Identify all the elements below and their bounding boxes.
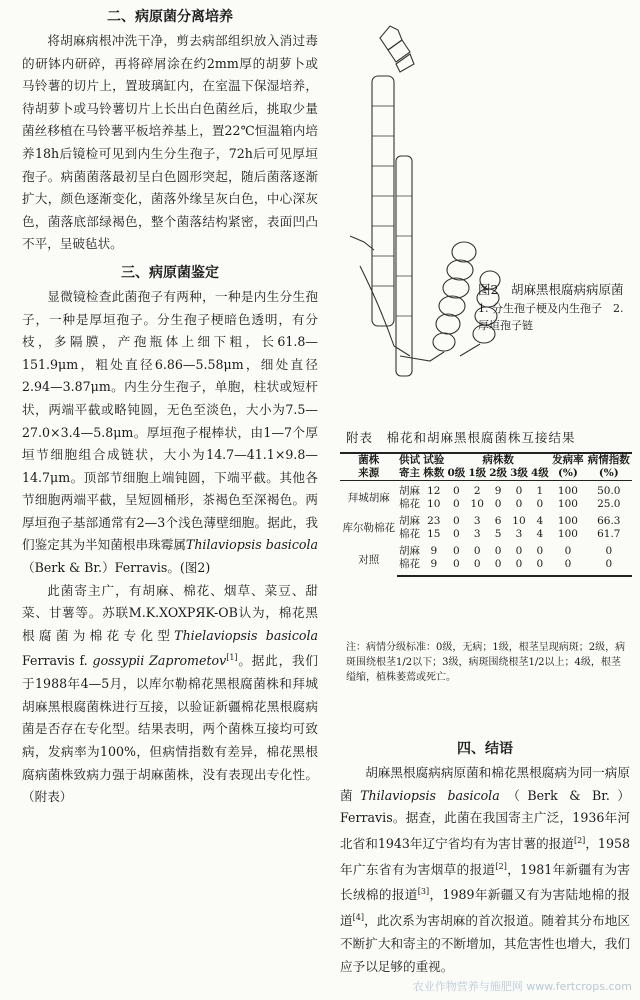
cell: 4 (536, 515, 544, 527)
cell: 0 (605, 545, 613, 557)
cell: 0 (536, 498, 544, 510)
chlamydospore-cell (433, 333, 455, 351)
col-test: 试验 (423, 454, 445, 466)
conidiophore (372, 76, 394, 326)
cell: 10 (470, 498, 484, 510)
paragraph-host-range (22, 580, 318, 809)
cell: 100 (557, 498, 578, 510)
text: 显微镜检查此菌孢子有两种，一种是内生分生孢子，一种是厚垣孢子。分生孢子梗暗色透明，有分枝，多隔膜，产孢瓶体上细下粗，长61.8—151.9μm，粗处直径6.86—5.58μm，细处直径2.94—3.87μm。内生分生孢子，单胞，柱状或短杆状，两端平截或略钝圆，无色至淡色，大小为7.5—27.0×3.4—5.8μm。厚垣孢子棍棒状，由1—7个厚垣节细胞组合成链状，大小为14.7—41.1×9.8—14.7μm。顶部节细胞上端钝圆，下端平截。其他各节细胞两端平截，呈短圆桶形，茶褐色至深褐色。两厚垣孢子基部通常有2—3个浅色薄壁细胞。据此，我们鉴定其为半知菌根串珠霉属 (22, 288, 318, 553)
col-rate-unit: (%) (550, 467, 585, 481)
cell: 15 (427, 528, 441, 540)
cross-inoculation-table (340, 452, 632, 577)
cell: 100 (557, 528, 578, 540)
col-diseased: 病株数 (446, 453, 550, 467)
chlamydospore-cell (436, 314, 460, 334)
cell: 棉花 (399, 498, 421, 510)
col-index: 病情指数 (586, 453, 632, 467)
cell: 1 (536, 485, 544, 497)
cell: 5 (494, 528, 502, 540)
cell: 0 (453, 528, 460, 540)
cell: 9 (494, 485, 502, 497)
cell: 0 (564, 545, 572, 557)
text: ，1981年新疆有为害长绒棉的报道 (340, 861, 630, 903)
section-heading-isolation: 二、病原菌分离培养 (107, 9, 233, 25)
chlamydospore-cell (439, 296, 465, 316)
species-name: Thielaviopsis basicola (174, 627, 318, 643)
cell: 3 (473, 528, 481, 540)
cell-strain: 库尔勒棉花 (342, 521, 395, 534)
text: 。据此，我们于1988年4—5月，以库尔勒棉花黑根腐菌株和拜城胡麻黑根腐菌株进行互接，以验证新疆棉花黑根腐病菌是否存在专化型。结果表明，两个菌株互接均可致病，发病率为100%，但病情指数有差异，棉花黑根腐病菌株致病力强于胡麻菌株，没有表现出专化性。（附表） (22, 653, 318, 805)
text: 胡麻黑根腐病病原菌和棉花黑根腐病为同一病原菌 (340, 765, 630, 803)
cell: 50.0 (597, 485, 621, 497)
watermark: 农业作物营养与施肥网 www.fertcrops.com (412, 980, 632, 993)
col-host: 供试 (399, 454, 421, 466)
conidium-fragment (388, 40, 410, 62)
cell-strain: 拜城胡麻 (347, 491, 390, 504)
cell: 4 (536, 528, 544, 540)
col-g4: 4级 (530, 467, 549, 479)
col-g2: 2级 (489, 467, 507, 479)
cell: 0 (494, 498, 502, 510)
col-hostname: 寄主 (399, 467, 421, 479)
chlamydospore-cell (447, 260, 473, 280)
cell: 0 (515, 485, 523, 497)
table-title: 附表 棉花和胡麻黑根腐菌株互接结果 (346, 430, 576, 445)
reference-marker: [3] (417, 887, 430, 897)
text: Ferravis f. (22, 653, 93, 669)
cell: 0 (509, 558, 530, 576)
reference-marker: [1] (226, 653, 238, 663)
cell: 0 (488, 558, 509, 576)
reference-marker: [4] (352, 913, 365, 923)
col-strain: 菌株 (340, 453, 397, 467)
cell: 23 (427, 515, 441, 527)
text: ，1958年广东省有为害烟草的报道 (340, 835, 630, 877)
left-column (22, 0, 318, 809)
cell: 0 (515, 545, 523, 557)
reference-marker: [2] (495, 861, 507, 871)
cell: 棉花 (397, 558, 421, 576)
cell: 0 (453, 498, 460, 510)
hypha (360, 266, 410, 356)
chlamydospore-cell (443, 278, 469, 298)
cell: 棉花 (399, 528, 421, 540)
section-heading-identification: 三、病原菌鉴定 (121, 264, 219, 281)
table-row (340, 511, 632, 528)
species-name: Thilaviopsis basicola (360, 787, 500, 803)
col-rate: 发病率 (552, 454, 584, 466)
cell: 胡麻 (399, 515, 421, 527)
conclusion-section (340, 732, 630, 978)
species-name: Thilaviopsis basicola (185, 537, 318, 553)
text: （Berk & Br.）Ferravis。据查，此菌在我国寄主广泛，1936年河北省和1943年辽宁省均有为害甘薯的报道 (340, 787, 630, 851)
figure-caption (478, 280, 628, 334)
cell: 61.7 (597, 528, 621, 540)
cell: 0 (446, 558, 467, 576)
conidium-fragment (380, 26, 402, 50)
cell: 0 (586, 558, 632, 576)
table-row (340, 541, 632, 558)
figure-legend: 1. 分生孢子梗及内生孢子 2. 厚垣孢子链 (478, 302, 624, 332)
cell: 100 (557, 515, 578, 527)
cell: 10 (512, 515, 526, 527)
col-index-unit: (%) (586, 467, 632, 481)
paragraph-conclusion (340, 762, 630, 978)
cell: 0 (494, 545, 502, 557)
reference-marker: [2] (573, 835, 586, 845)
figure-title: 图2 胡麻黑根腐病病原菌 (478, 282, 624, 297)
cell-strain: 对照 (358, 554, 380, 566)
section-heading-conclusion: 四、结语 (457, 741, 513, 757)
table-row (340, 481, 632, 499)
col-count: 株数 (423, 467, 445, 479)
conidium-fragment (396, 54, 414, 72)
cell: 6 (494, 515, 502, 527)
cell: 9 (430, 545, 438, 557)
cell: 0 (453, 485, 460, 497)
cell: 0 (529, 558, 550, 576)
cell: 10 (427, 498, 441, 510)
paragraph-identification (22, 286, 318, 580)
cell: 12 (427, 485, 441, 497)
forma-name: gossypii Zaprometov (92, 653, 227, 669)
cell: 0 (550, 558, 585, 576)
text: ，1989年新疆又有为害陆地棉的报道 (340, 887, 630, 929)
col-g1: 1级 (468, 467, 487, 479)
hypha (460, 344, 480, 356)
cell: 胡麻 (399, 545, 421, 557)
col-g0: 0级 (447, 467, 466, 479)
text: 此菌寄主广，有胡麻、棉花、烟草、菜豆、甜菜、甘薯等。苏联M.K.XOXPЯK-OB认为，棉花黑根腐菌为棉花专化型 (22, 582, 318, 643)
cell: 0 (467, 558, 488, 576)
cell: 3 (473, 515, 481, 527)
chlamydospore-cell (452, 242, 476, 262)
col-source: 来源 (340, 467, 397, 481)
cell: 胡麻 (399, 485, 421, 497)
cell: 0 (453, 545, 460, 557)
text: （Berk & Br.）Ferravis。(图2) (22, 560, 211, 576)
cell: 0 (473, 545, 481, 557)
table-note: 注：病情分级标准：0级，无病；1级，根茎呈现病斑；2级，病斑围绕根茎1/2以下；3级，病斑围绕根茎1/2以上；4级，根茎缢缩，植株萎蔫或死亡。 (346, 642, 626, 683)
cell: 0 (453, 515, 460, 527)
cell: 0 (515, 498, 523, 510)
conidiophore (396, 156, 412, 376)
paragraph-isolation: 将胡麻病根冲洗干净，剪去病部组织放入消过毒的研钵内研碎，再将碎屑涂在约2mm厚的胡萝卜或马铃薯的切片上，置玻璃缸内，在室温下保湿培养，待胡萝卜或马铃薯切片上长出白色菌丝后，挑取少量菌丝移植在马铃薯平板培养基上，置22℃恒温箱内培养18h后镜检可见到内生分生孢子，72h后可见厚垣孢子。病菌菌落最初呈白色圆形突起，随后菌落逐渐扩大，颜色逐渐变化，菌落外缘呈灰白色，中心深灰色，菌落底部绿褐色，整个菌落结构紧密，表面凹凸不平，呈破毡状。 (22, 33, 318, 252)
col-g3: 3级 (510, 467, 528, 479)
cell: 2 (473, 485, 481, 497)
cell: 25.0 (597, 498, 621, 510)
cell: 100 (557, 485, 578, 497)
cell: 66.3 (597, 515, 621, 527)
cell: 3 (515, 528, 523, 540)
cell: 0 (536, 545, 544, 557)
cell: 9 (422, 558, 446, 576)
hypha (350, 236, 374, 250)
text: ，此次系为害胡麻的首次报道。随着其分布地区不断扩大和寄主的不断增加，其危害性也增大，我们应予以足够的重视。 (340, 913, 631, 974)
